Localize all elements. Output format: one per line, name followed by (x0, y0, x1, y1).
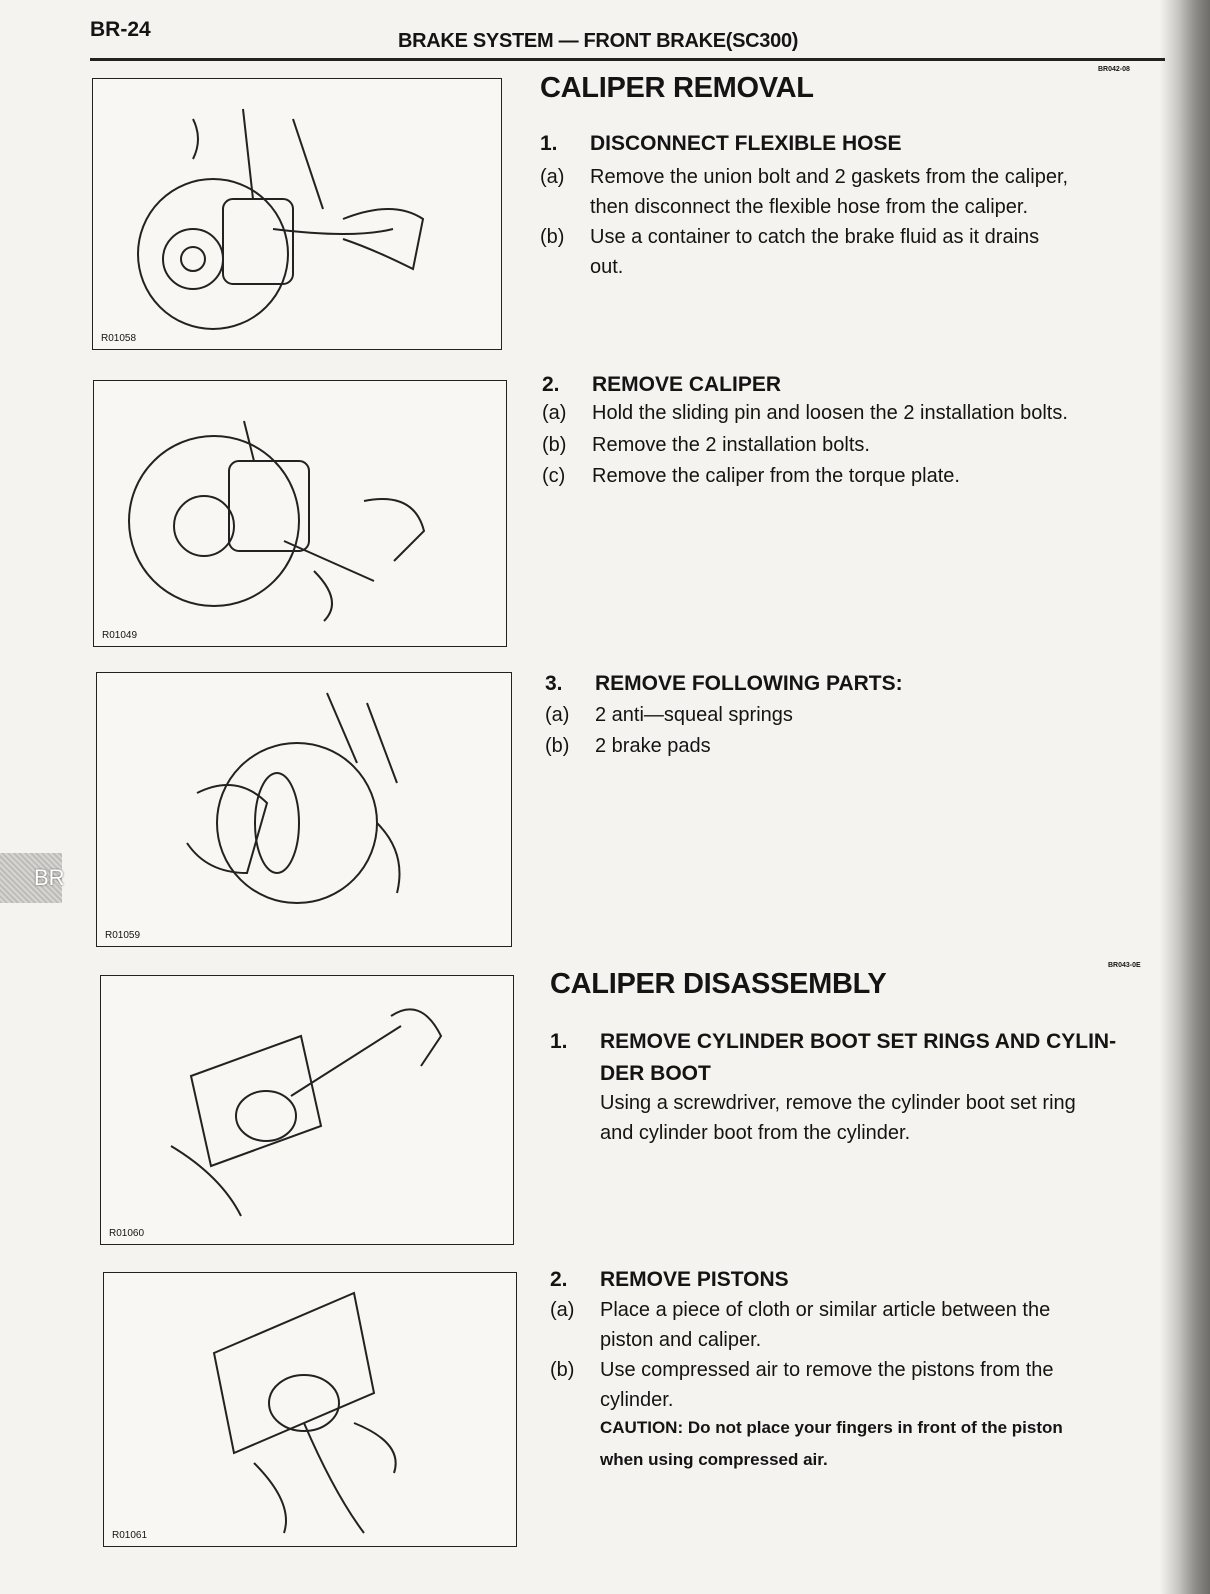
page-number: BR-24 (90, 18, 151, 41)
figure-remove-parts (96, 672, 512, 947)
substep-text: Remove the union bolt and 2 gaskets from the caliper, (590, 166, 1069, 188)
substep-label: (c) (542, 465, 566, 487)
figure-code: R01058 (101, 333, 137, 344)
substep-text: cylinder. (600, 1389, 674, 1411)
step-number: 3. (545, 672, 563, 695)
step-number: 1. (540, 132, 558, 155)
step-title: DER BOOT (600, 1062, 711, 1085)
substep-label: (b) (542, 434, 567, 456)
caution-text: CAUTION: Do not place your fingers in front of the piston (600, 1418, 1063, 1437)
substep-text: 2 brake pads (595, 735, 711, 757)
brake-illustration (97, 673, 511, 946)
substep-text: then disconnect the flexible hose from the caliper. (590, 196, 1029, 218)
step-number: 2. (550, 1268, 568, 1291)
substep-text: Use a container to catch the brake fluid as it drains (590, 226, 1040, 248)
substep-label: (a) (542, 402, 567, 424)
step-title: REMOVE CYLINDER BOOT SET RINGS AND CYLIN- (600, 1030, 1117, 1053)
substep-text: Hold the sliding pin and loosen the 2 installation bolts. (592, 402, 1068, 424)
substep-label: (b) (550, 1359, 575, 1381)
header-rule (90, 58, 1165, 61)
step-title: REMOVE PISTONS (600, 1268, 789, 1291)
substep-label: (b) (545, 735, 570, 757)
caution-text: when using compressed air. (600, 1450, 828, 1469)
figure-remove-pistons (103, 1272, 517, 1547)
section-code: BR042-08 (1098, 66, 1130, 73)
brake-illustration (104, 1273, 516, 1546)
brake-illustration (101, 976, 513, 1244)
running-title: BRAKE SYSTEM — FRONT BRAKE(SC300) (398, 30, 799, 52)
step-text: Using a screwdriver, remove the cylinder boot set ring (600, 1092, 1076, 1114)
substep-text: Remove the 2 installation bolts. (592, 434, 870, 456)
step-number: 2. (542, 373, 560, 396)
step-number: 1. (550, 1030, 568, 1053)
figure-code: R01061 (112, 1530, 148, 1541)
figure-code: R01060 (109, 1228, 145, 1239)
substep-label: (b) (540, 226, 565, 248)
section-title: CALIPER DISASSEMBLY (550, 968, 887, 1000)
substep-text: out. (590, 256, 624, 278)
page-binding-shadow (1160, 0, 1210, 1594)
substep-label: (a) (550, 1299, 575, 1321)
figure-code: R01059 (105, 930, 141, 941)
substep-text: Place a piece of cloth or similar article between the (600, 1299, 1051, 1321)
section-tab-label: BR (34, 865, 65, 890)
figure-remove-boot (100, 975, 514, 1245)
step-title: DISCONNECT FLEXIBLE HOSE (590, 132, 902, 155)
figure-code: R01049 (102, 630, 138, 641)
substep-label: (a) (545, 704, 570, 726)
figure-remove-caliper (93, 380, 507, 647)
brake-illustration (93, 79, 501, 349)
figure-disconnect-hose (92, 78, 502, 350)
brake-illustration (94, 381, 506, 646)
step-title: REMOVE CALIPER (592, 373, 782, 396)
substep-label: (a) (540, 166, 565, 188)
substep-text: piston and caliper. (600, 1329, 762, 1351)
section-tab (0, 853, 65, 903)
step-title: REMOVE FOLLOWING PARTS: (595, 672, 903, 695)
step-text: and cylinder boot from the cylinder. (600, 1122, 911, 1144)
section-title: CALIPER REMOVAL (540, 72, 814, 104)
substep-text: Use compressed air to remove the pistons from the (600, 1359, 1054, 1381)
substep-text: 2 anti—squeal springs (595, 704, 793, 726)
section-code: BR043-0E (1108, 962, 1141, 969)
substep-text: Remove the caliper from the torque plate. (592, 465, 960, 487)
